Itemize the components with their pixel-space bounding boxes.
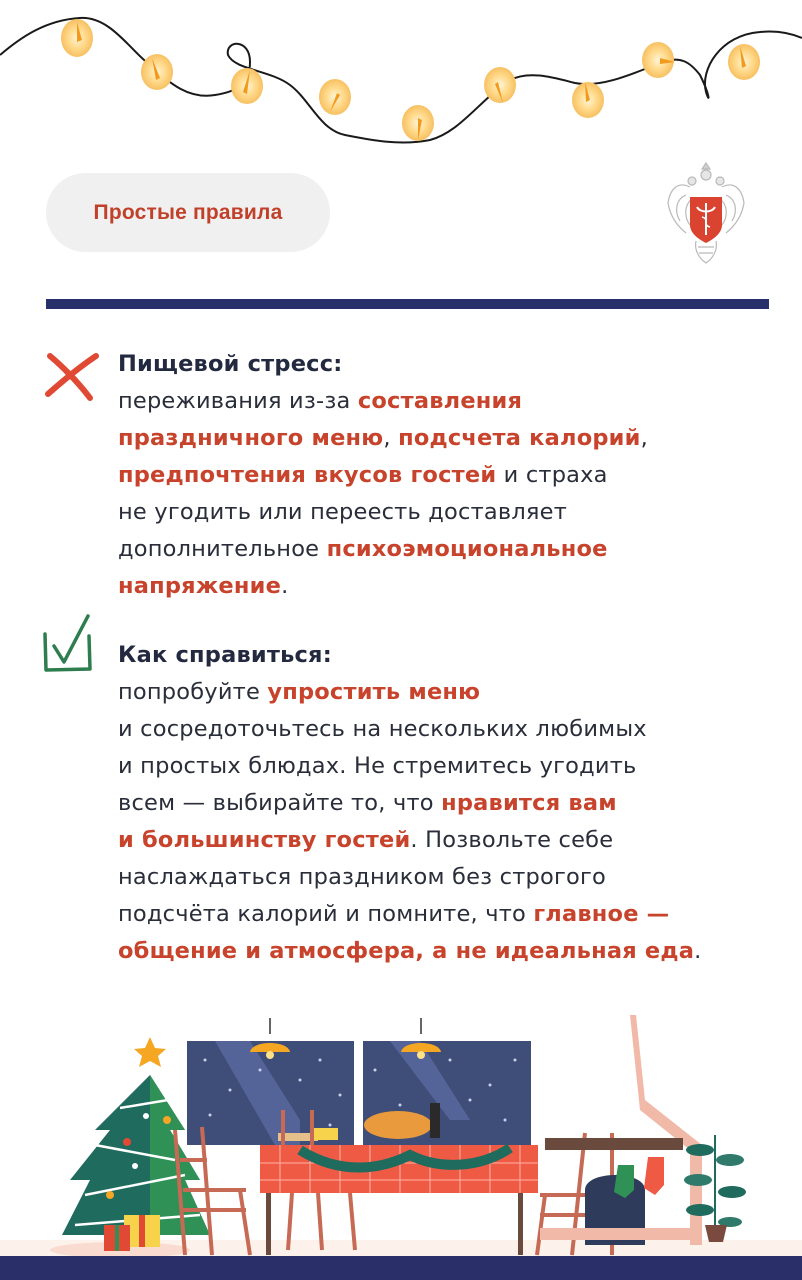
text: . Позвольте себе [410,827,614,853]
problem-title: Пищевой стресс: [118,351,343,377]
ministry-emblem-icon [666,155,746,270]
text: . [281,573,289,599]
highlight-text: подсчета калорий [398,425,641,451]
highlight-text: напряжение [118,573,282,599]
text: и страха [496,462,608,488]
highlight-text: предпочтения вкусов гостей [118,462,497,488]
text: попробуйте [118,679,268,705]
text: . [694,938,702,964]
header-divider [46,299,769,309]
solution-line-3: и простых блюдах. Не стремитесь угодить [118,753,637,779]
footer-bar [0,1256,802,1280]
text: , [383,425,399,451]
problem-line-2 [118,420,768,457]
text: подсчёта калорий и помните, что [118,901,534,927]
window-icon [187,1041,531,1145]
text: переживания из-за [118,388,358,414]
highlight-text: общение и атмосфера, а не идеальная еда [118,938,695,964]
highlight-text: нравится вам [441,790,617,816]
section-badge-label: Простые правила [93,200,283,224]
problem-section [118,346,768,605]
solution-line-2: и сосредоточьтесь на нескольких любимых [118,716,647,742]
text: всем — выбирайте то, что [118,790,442,816]
highlight-text: главное — [533,901,670,927]
highlight-text: упростить меню [267,679,481,705]
solution-line-1 [118,674,768,711]
text: , [640,425,648,451]
highlight-text: праздничного меню [118,425,384,451]
problem-line-5 [118,531,768,568]
string-lights-decoration [0,0,802,160]
holiday-dining-illustration [0,1010,802,1256]
highlight-text: и большинству гостей [118,827,411,853]
checkbox-checked-icon [40,612,98,674]
highlight-text: психоэмоциональное [326,536,608,562]
problem-line-3 [118,457,768,494]
solution-line-5 [118,822,768,859]
solution-line-6: наслаждаться праздником без строгого [118,864,606,890]
solution-section [118,637,768,970]
solution-title: Как справиться: [118,642,332,668]
section-badge [46,173,330,252]
light-bulb-icon [61,19,760,141]
cross-icon [44,350,100,402]
problem-line-4: не угодить или переесть доставляет [118,499,568,525]
problem-line-1 [118,383,768,420]
solution-line-7 [118,896,768,933]
solution-line-8 [118,933,768,970]
problem-line-6 [118,568,768,605]
highlight-text: составления [357,388,523,414]
text: дополнительное [118,536,327,562]
solution-line-4 [118,785,768,822]
fireplace-icon [540,1015,702,1245]
